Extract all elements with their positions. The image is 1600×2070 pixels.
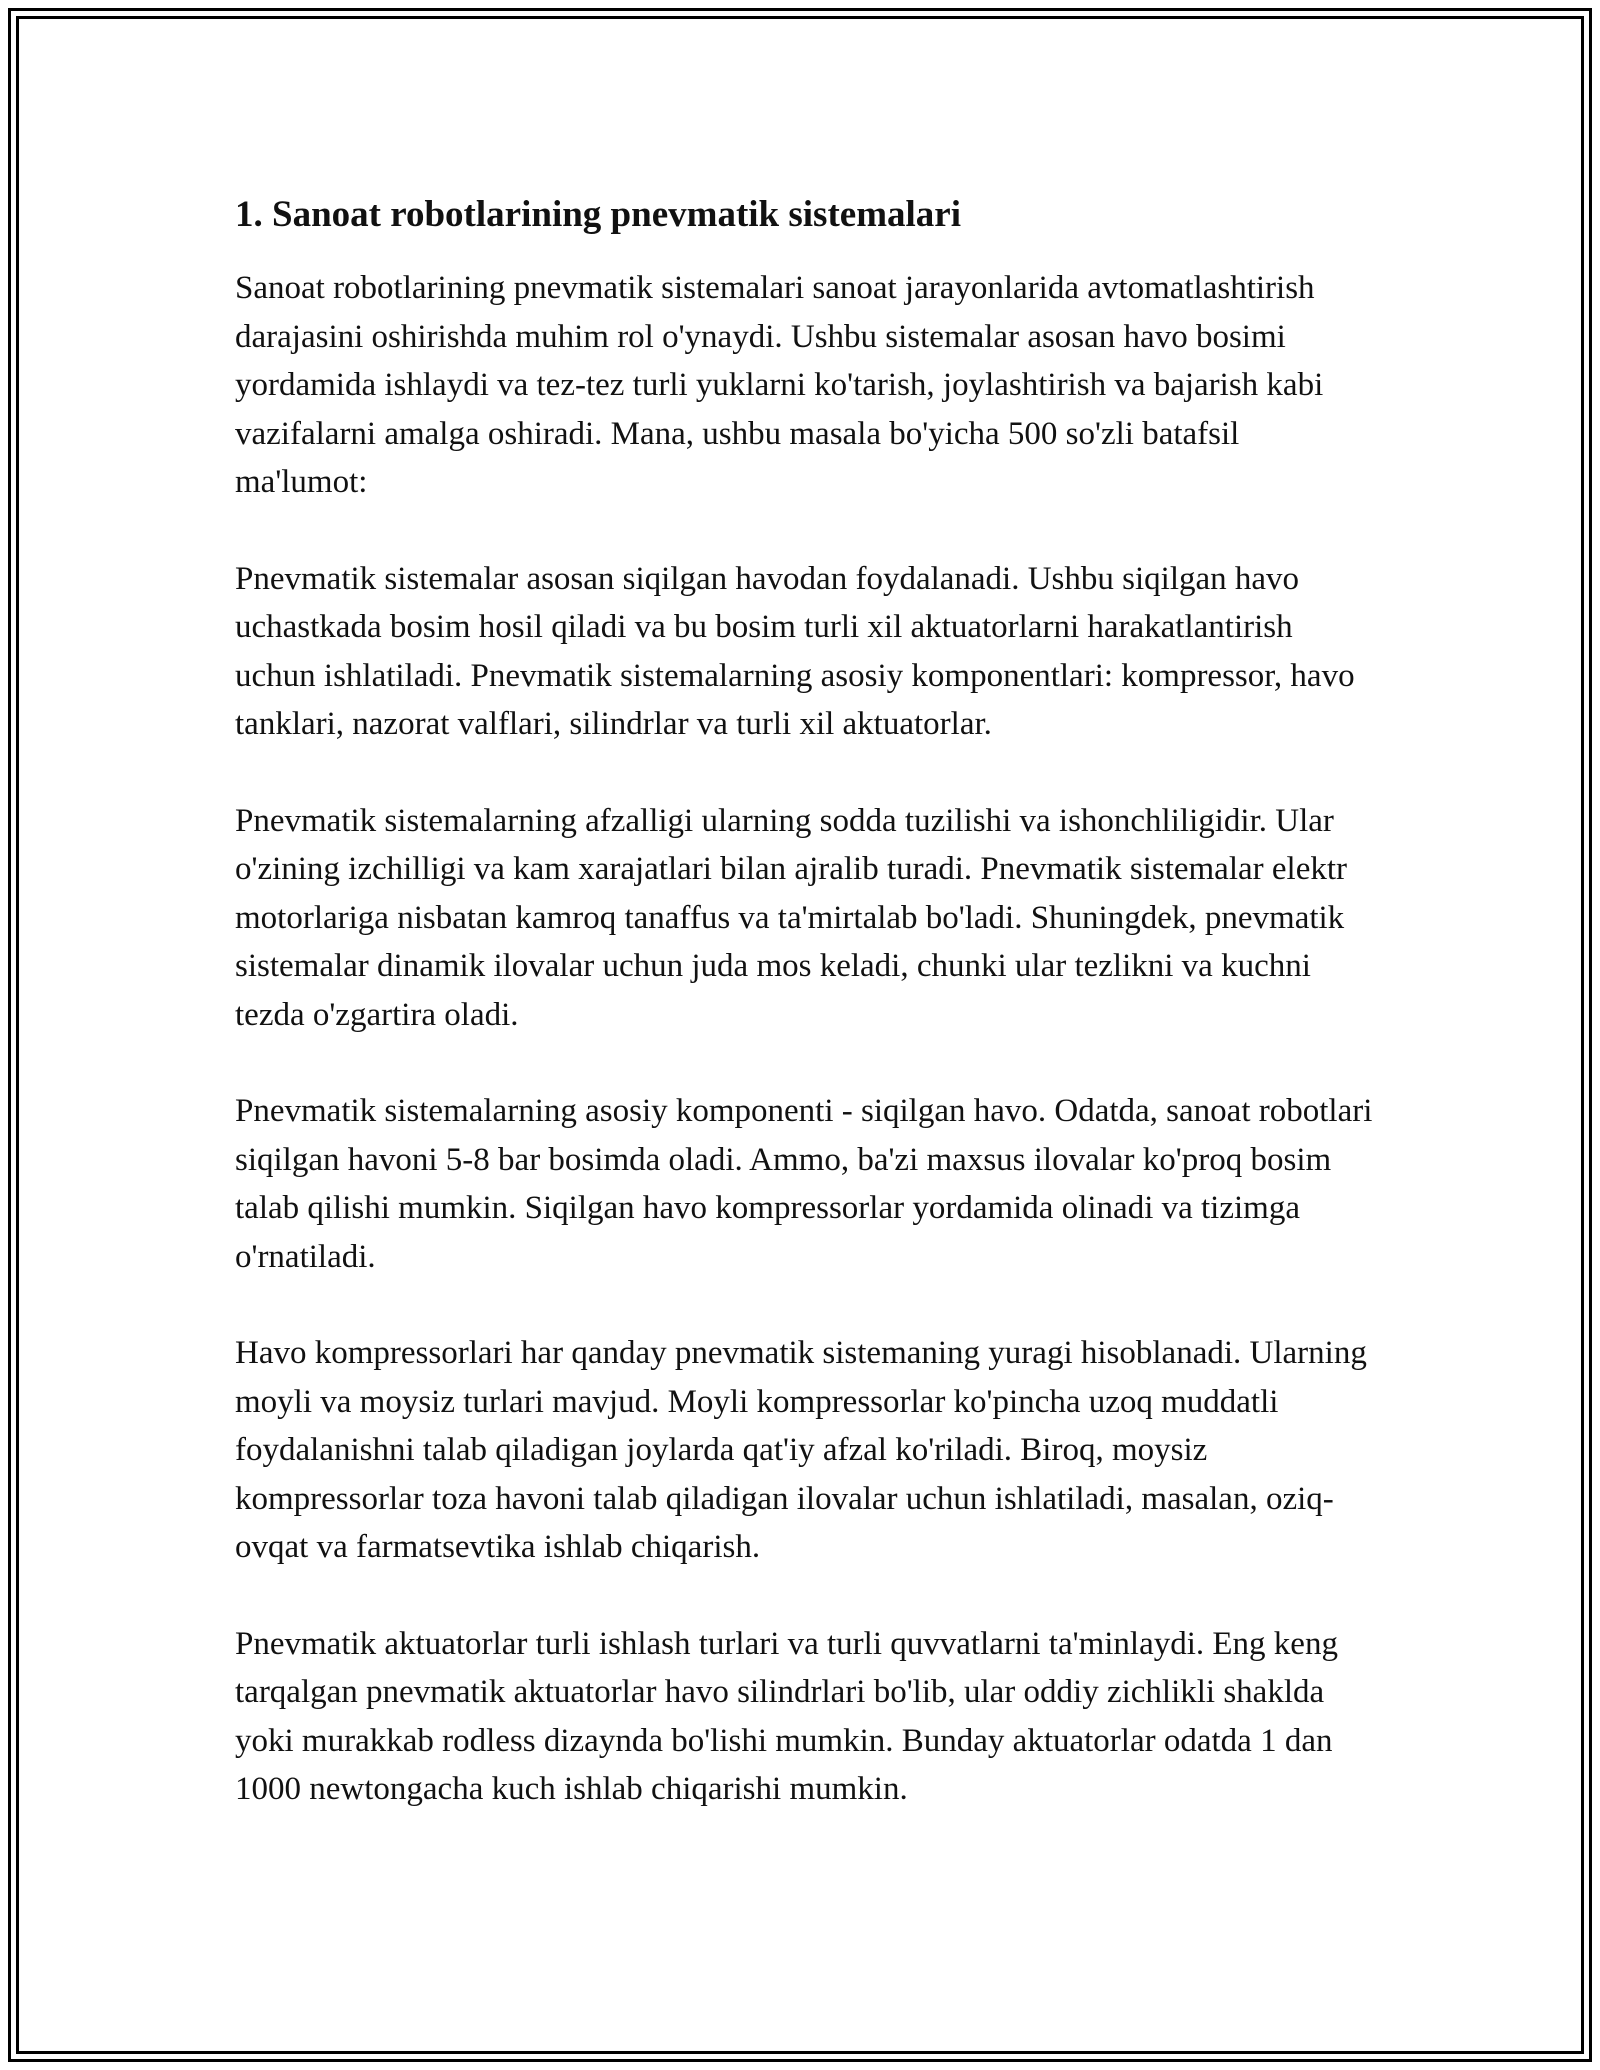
- paragraph-main-component: Pnevmatik sistemalarning asosiy komponenti - siqilgan havo. Odatda, sanoat robotlari siqilgan havoni 5-8 bar bosimda oladi. Ammo, ba'zi maxsus ilovalar ko'proq bosim talab qilishi mumkin. Siqilgan havo kompressorlar yordamida olinadi va tizimga o'rnatiladi.: [235, 1093, 1373, 1275]
- paragraph-intro: Sanoat robotlarining pnevmatik sistemalari sanoat jarayonlarida avtomatlashtirish darajasini oshirishda muhim rol o'ynaydi. Ushbu sistemalar asosan havo bosimi yordamida ishlaydi va tez-tez turli yuklarni ko'tarish, joylashtirish va bajarish kabi vazifalarni amalga oshiradi. Mana, ushbu masala bo'yicha 500 so'zli batafsil ma'lumot:: [235, 270, 1324, 500]
- paragraph-compressors: Havo kompressorlari har qanday pnevmatik sistemaning yuragi hisoblanadi. Ularning moyli va moysiz turlari mavjud. Moyli kompressorlar ko'pincha uzoq muddatli foydalanishni talab qiladigan joylarda qat'iy afzal ko'riladi. Biroq, moysiz kompressorlar toza havoni talab qiladigan ilovalar uchun ishlatiladi, masalan, oziq-ovqat va farmatsevtika ishlab chiqarish.: [235, 1335, 1367, 1565]
- document-title: 1. Sanoat robotlarining pnevmatik sistemalari: [235, 194, 961, 235]
- paragraph-actuators: Pnevmatik aktuatorlar turli ishlash turlari va turli quvvatlarni ta'minlaydi. Eng keng tarqalgan pnevmatik aktuatorlar havo silindrlari bo'lib, ular oddiy zichlikli shaklda yoki murakkab rodless dizaynda bo'lishi mumkin. Bunday aktuatorlar odatda 1 dan 1000 newtongacha kuch ishlab chiqarishi mumkin.: [235, 1625, 1338, 1807]
- paragraph-advantages: Pnevmatik sistemalarning afzalligi ularning sodda tuzilishi va ishonchliligidir. Ular o'zining izchilligi va kam xarajatlari bilan ajralib turadi. Pnevmatik sistemalar elektr motorlariga nisbatan kamroq tanaffus va ta'mirtalab bo'ladi. Shuningdek, pnevmatik sistemalar dinamik ilovalar uchun juda mos keladi, chunki ular tezlikni va kuchni tezda o'zgartira oladi.: [235, 802, 1347, 1033]
- document-body: [235, 188, 1375, 1862]
- paragraph-compressed-air: Pnevmatik sistemalar asosan siqilgan havodan foydalanadi. Ushbu siqilgan havo uchastkada bosim hosil qiladi va bu bosim turli xil aktuatorlarni harakatlantirish uchun ishlatiladi. Pnevmatik sistemalarning asosiy komponentlari: kompressor, havo tanklari, nazorat valflari, silindrlar va turli xil aktuatorlar.: [235, 560, 1355, 742]
